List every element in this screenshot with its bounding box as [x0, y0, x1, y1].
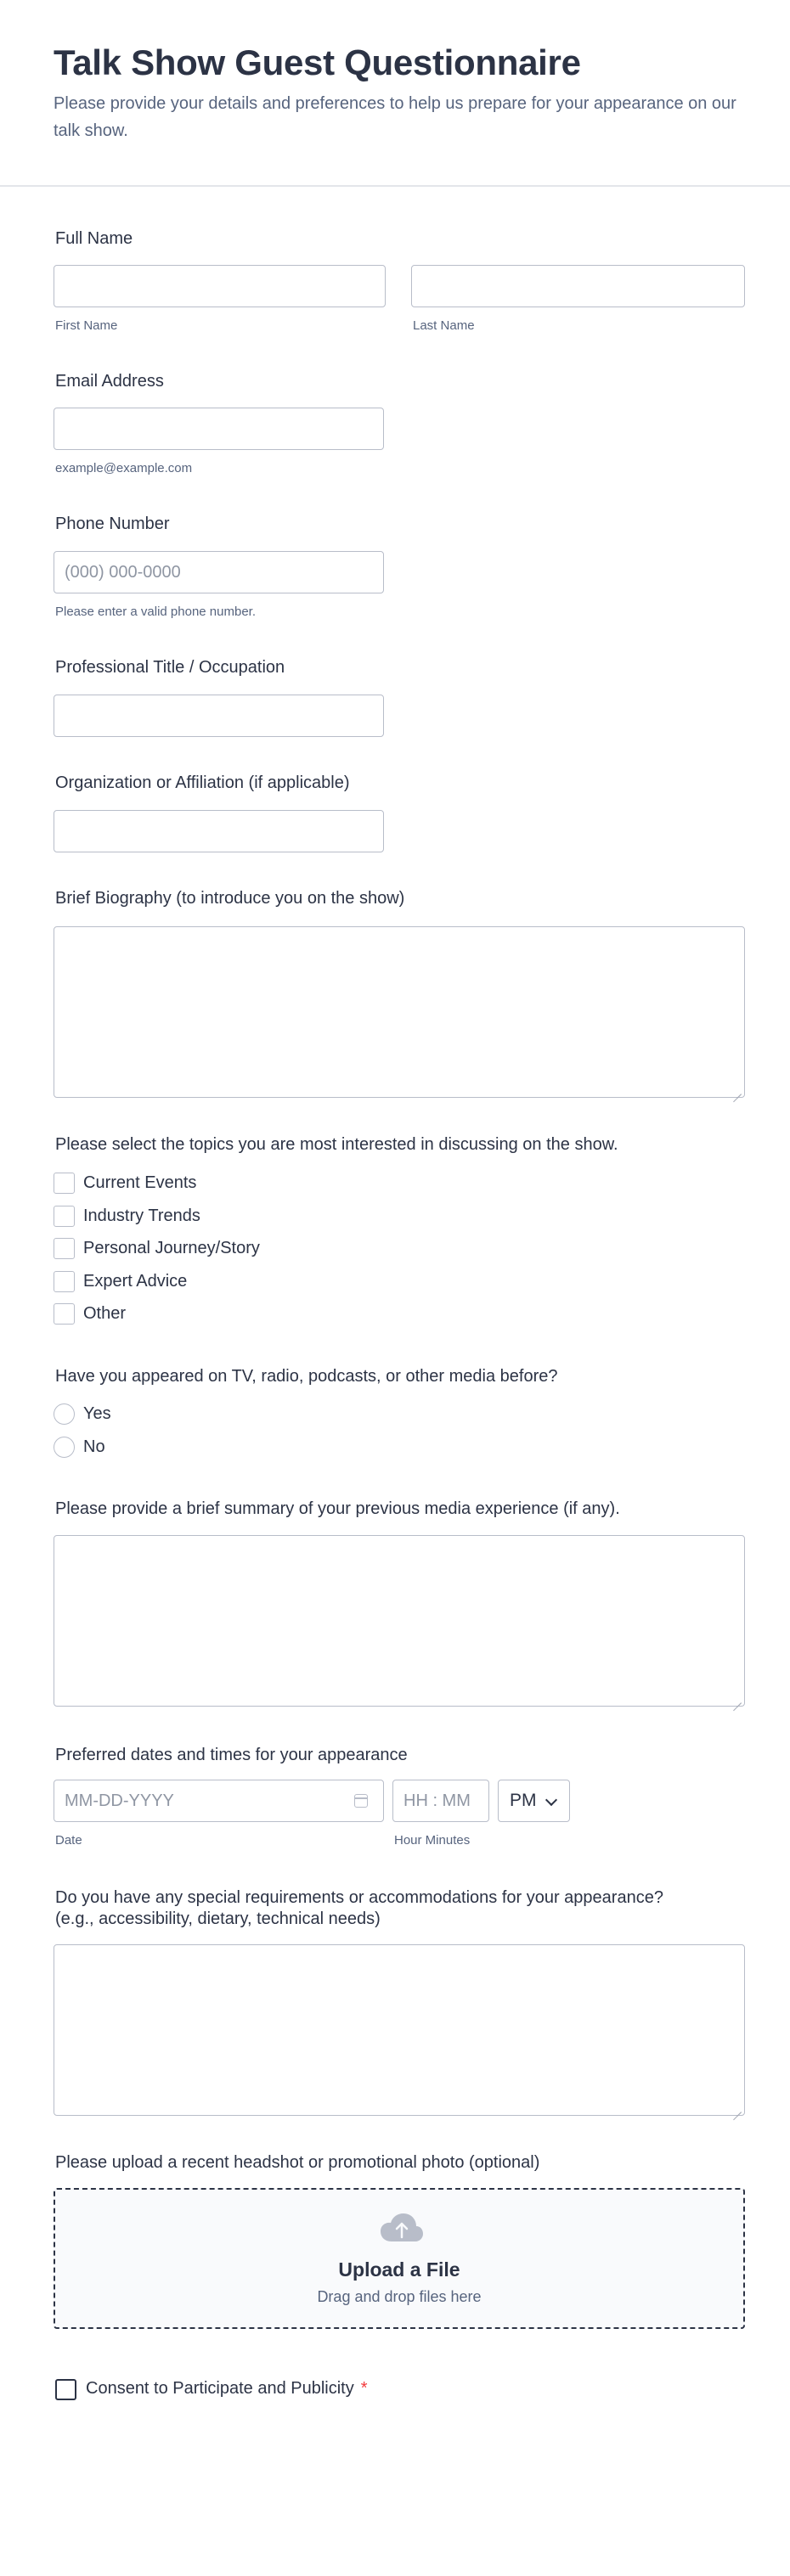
topic-option[interactable]	[54, 1205, 200, 1227]
media-before-option-label: Yes	[83, 1403, 111, 1423]
full-name-label: Full Name	[55, 229, 133, 248]
special-requirements-label-line1: Do you have any special requirements or accommodations for your appearance?	[55, 1888, 663, 1907]
consent-label-text: Consent to Participate and Publicity	[86, 2379, 354, 2398]
organization-label: Organization or Affiliation (if applicable)	[55, 773, 350, 792]
consent-label[interactable]	[86, 2379, 368, 2399]
email-input[interactable]	[54, 408, 384, 450]
checkbox[interactable]	[54, 1271, 75, 1292]
media-before-option[interactable]	[54, 1403, 111, 1425]
special-requirements-label-line2: (e.g., accessibility, dietary, technical needs)	[55, 1910, 381, 1928]
media-summary-textarea[interactable]	[54, 1535, 745, 1707]
biography-textarea[interactable]	[54, 926, 745, 1098]
time-sublabel: Hour Minutes	[394, 1833, 471, 1848]
checkbox[interactable]	[54, 1206, 75, 1227]
checkbox[interactable]	[54, 1238, 75, 1259]
time-input[interactable]	[392, 1780, 489, 1822]
required-mark: *	[360, 2379, 368, 2398]
form-header	[0, 0, 790, 187]
email-sublabel: example@example.com	[55, 461, 193, 475]
phone-input[interactable]	[54, 551, 384, 593]
topic-option-label: Current Events	[83, 1173, 197, 1192]
special-requirements-label	[55, 1887, 663, 1930]
radio-button[interactable]	[54, 1403, 75, 1425]
upload-dropzone[interactable]	[54, 2188, 745, 2329]
media-before-option[interactable]	[54, 1436, 105, 1458]
first-name-sublabel: First Name	[55, 318, 118, 333]
cloud-upload-icon	[380, 2213, 424, 2243]
first-name-input[interactable]	[54, 265, 386, 307]
resize-handle-icon[interactable]	[733, 1695, 742, 1703]
professional-title-label: Professional Title / Occupation	[55, 658, 285, 677]
resize-handle-icon[interactable]	[733, 1086, 742, 1094]
date-sublabel: Date	[55, 1833, 82, 1848]
resize-handle-icon[interactable]	[733, 2104, 742, 2112]
email-label: Email Address	[55, 372, 164, 391]
professional-title-input[interactable]	[54, 695, 384, 737]
checkbox[interactable]	[54, 1173, 75, 1194]
upload-subtitle: Drag and drop files here	[317, 2288, 482, 2305]
topic-option[interactable]	[54, 1172, 196, 1194]
date-input[interactable]	[54, 1780, 384, 1822]
preferred-datetime-label: Preferred dates and times for your appearance	[55, 1746, 408, 1764]
topic-option-label: Expert Advice	[83, 1271, 188, 1291]
radio-button[interactable]	[54, 1437, 75, 1458]
form-title: Talk Show Guest Questionnaire	[54, 42, 581, 82]
upload-title: Upload a File	[338, 2258, 460, 2281]
topic-option[interactable]	[54, 1302, 126, 1325]
consent-checkbox[interactable]	[55, 2379, 76, 2400]
phone-sublabel: Please enter a valid phone number.	[55, 605, 256, 619]
ampm-value: PM	[510, 1791, 537, 1810]
topic-option[interactable]	[54, 1270, 187, 1292]
calendar-icon[interactable]	[354, 1794, 368, 1808]
ampm-select[interactable]	[498, 1780, 570, 1822]
last-name-input[interactable]	[411, 265, 745, 307]
checkbox[interactable]	[54, 1303, 75, 1325]
topic-option-label: Personal Journey/Story	[83, 1238, 260, 1257]
media-before-option-label: No	[83, 1437, 105, 1456]
media-before-label: Have you appeared on TV, radio, podcasts, or other media before?	[55, 1367, 558, 1386]
chevron-down-icon	[545, 1794, 557, 1806]
special-requirements-textarea[interactable]	[54, 1944, 745, 2116]
last-name-sublabel: Last Name	[413, 318, 475, 333]
biography-label: Brief Biography (to introduce you on the show)	[55, 889, 405, 908]
phone-label: Phone Number	[55, 515, 170, 533]
upload-label: Please upload a recent headshot or promotional photo (optional)	[55, 2153, 540, 2172]
media-summary-label: Please provide a brief summary of your previous media experience (if any).	[55, 1499, 620, 1518]
topic-option[interactable]	[54, 1237, 260, 1259]
topic-option-label: Industry Trends	[83, 1206, 200, 1225]
form-subtitle: Please provide your details and preferences to help us prepare for your appearance on our talk show.	[54, 94, 736, 140]
topic-option-label: Other	[83, 1303, 127, 1323]
organization-input[interactable]	[54, 810, 384, 852]
topics-label: Please select the topics you are most interested in discussing on the show.	[55, 1135, 618, 1154]
